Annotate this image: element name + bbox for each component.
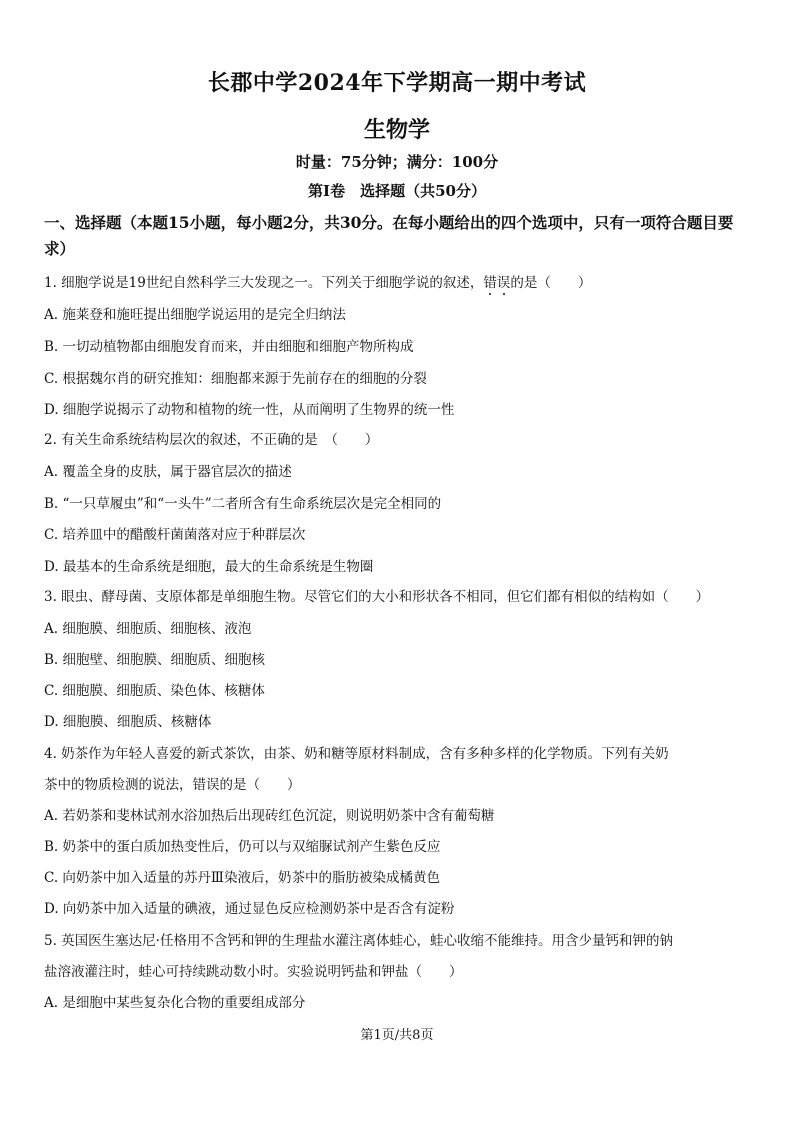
question-3-stem: 3. 眼虫、酵母菌、支原体都是单细胞生物。尽管它们的大小和形状各不相同，但它们都有相似的结构如（ ） <box>44 589 710 605</box>
q1-stem-text: 1. 细胞学说是19世纪自然科学三大发现之一。下列关于细胞学说的叙述， <box>44 275 484 291</box>
question-3-option-d: D. 细胞膜、细胞质、核糖体 <box>44 714 212 730</box>
question-5-stem-line1: 5. 英国医生塞达尼·任格用不含钙和钾的生理盐水灌注离体蛙心，蛙心收缩不能维持。用含少量钙和钾的钠 <box>44 933 673 949</box>
question-3-option-a: A. 细胞膜、细胞质、细胞核、液泡 <box>44 621 252 637</box>
question-2-option-d: D. 最基本的生命系统是细胞，最大的生命系统是生物圈 <box>44 559 374 575</box>
question-4-option-c: C. 向奶茶中加入适量的苏丹Ⅲ染液后，奶茶中的脂肪被染成橘黄色 <box>44 870 440 886</box>
question-4-option-a: A. 若奶茶和斐林试剂水浴加热后出现砖红色沉淀，则说明奶茶中含有葡萄糖 <box>44 808 495 824</box>
subject-title: 生物学 <box>363 117 430 143</box>
question-1-stem <box>44 273 764 293</box>
question-2-option-b: B. “一只草履虫”和“一头牛”二者所含有生命系统层次是完全相同的 <box>44 496 442 512</box>
page-number: 第1页/共8页 <box>360 1028 434 1043</box>
question-1-option-c: C. 根据魏尔肖的研究推知：细胞都来源于先前存在的细胞的分裂 <box>44 371 427 387</box>
question-1-option-b: B. 一切动植物都由细胞发育而来，并由细胞和细胞产物所构成 <box>44 339 414 355</box>
question-3-option-c: C. 细胞膜、细胞质、染色体、核糖体 <box>44 683 265 699</box>
question-2-stem: 2. 有关生命系统结构层次的叙述，不正确的是 （ ） <box>44 432 379 448</box>
emphasis-char: 误 <box>496 275 511 291</box>
section-heading: 一、选择题（本题15小题，每小题2分，共30分。在每小题给出的四个选项中，只有一项符合题目要求） <box>44 213 734 258</box>
question-5-option-a: A. 是细胞中某些复杂化合物的重要组成部分 <box>44 995 306 1011</box>
question-4-option-d: D. 向奶茶中加入适量的碘液，通过显色反应检测奶茶中是否含有淀粉 <box>44 901 455 917</box>
question-1-option-a: A. 施莱登和施旺提出细胞学说运用的是完全归纳法 <box>44 307 346 323</box>
emphasis-char: 错 <box>483 275 497 291</box>
question-2-option-a: A. 覆盖全身的皮肤，属于器官层次的描述 <box>44 464 292 480</box>
question-4-stem-line1: 4. 奶茶作为年轻人喜爱的新式茶饮，由茶、奶和糖等原材料制成，含有多种多样的化学物质。下列有关奶 <box>44 746 669 762</box>
question-4-stem-line2: 茶中的物质检测的说法，错误的是（ ） <box>44 777 301 793</box>
exam-title: 长郡中学2024年下学期高一期中考试 <box>207 70 587 96</box>
time-score-info: 时量：75分钟；满分：100分 <box>295 153 499 171</box>
q1-stem-end: 的是（ ） <box>510 275 592 291</box>
question-1-option-d: D. 细胞学说揭示了动物和植物的统一性，从而阐明了生物界的统一性 <box>44 402 455 418</box>
question-2-option-c: C. 培养皿中的醋酸杆菌菌落对应于种群层次 <box>44 527 306 543</box>
part-heading: 第Ⅰ卷 选择题（共50分） <box>308 182 486 200</box>
question-5-stem-line2: 盐溶液灌注时，蛙心可持续跳动数小时。实验说明钙盐和钾盐（ ） <box>44 964 463 980</box>
question-3-option-b: B. 细胞壁、细胞膜、细胞质、细胞核 <box>44 652 266 668</box>
question-4-option-b: B. 奶茶中的蛋白质加热变性后，仍可以与双缩脲试剂产生紫色反应 <box>44 839 441 855</box>
